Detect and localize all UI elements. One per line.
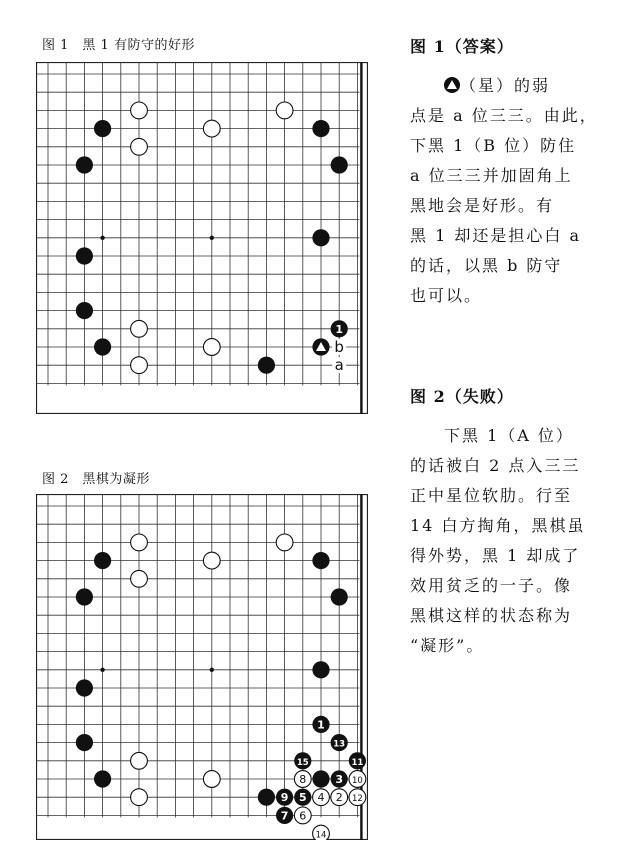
black-stone <box>94 338 111 355</box>
black-stone <box>76 679 93 696</box>
black-stone <box>94 552 111 569</box>
triangle-stone-icon <box>444 77 460 93</box>
stone-number: 15 <box>296 757 309 768</box>
stone-number: 5 <box>298 791 307 805</box>
white-stone <box>131 320 148 337</box>
star-point <box>100 668 104 672</box>
black-stone <box>76 156 93 173</box>
failure-heading: 图 2（失败） <box>410 387 514 406</box>
white-stone <box>131 534 148 551</box>
black-stone <box>258 357 275 374</box>
stone-number: 8 <box>299 773 307 786</box>
white-stone <box>131 570 148 587</box>
figure-1-title: 图 1 黑 1 有防守的好形 <box>42 38 195 53</box>
black-stone <box>312 229 329 246</box>
answer-line: 黑 1 却还是担心白 a <box>410 226 581 245</box>
white-stone <box>203 552 220 569</box>
answer-line: 也可以。 <box>410 286 483 305</box>
stone-number: 12 <box>351 794 363 805</box>
star-point <box>100 236 104 240</box>
white-stone <box>276 102 293 119</box>
answer-line: a 位三三并加固角上 <box>410 166 573 185</box>
white-stone <box>131 102 148 119</box>
figure-2-title: 图 2 黑棋为凝形 <box>42 472 150 487</box>
white-stone <box>131 789 148 806</box>
failure-line: “凝形”。 <box>410 636 485 655</box>
answer-line: 点是 a 位三三。由此， <box>410 106 598 125</box>
stone-number: 13 <box>333 739 346 750</box>
failure-line: 14 白方掏角，黑棋虽 <box>410 516 586 535</box>
black-stone <box>331 156 348 173</box>
white-stone <box>131 357 148 374</box>
black-stone <box>76 588 93 605</box>
answer-line: 下黑 1（B 位）防住 <box>410 136 577 155</box>
stone-number: 14 <box>315 830 327 840</box>
failure-line: 下黑 1（A 位） <box>444 426 574 445</box>
white-stone <box>131 752 148 769</box>
failure-line: 效用贫乏的一子。像 <box>410 576 573 595</box>
answer-heading: 图 1（答案） <box>410 37 514 56</box>
black-stone <box>76 734 93 751</box>
black-stone <box>94 770 111 787</box>
black-stone <box>312 552 329 569</box>
stone-number: 4 <box>317 791 325 805</box>
black-stone <box>312 120 329 137</box>
black-stone <box>76 302 93 319</box>
failure-paragraph <box>410 421 608 661</box>
black-stone <box>258 789 275 806</box>
answer-section <box>410 34 608 311</box>
failure-line: 得外势，黑 1 却成了 <box>410 546 581 565</box>
stone-number: 7 <box>280 809 289 823</box>
answer-line: 的话，以黑 b 防守 <box>410 256 563 275</box>
failure-line: 正中星位软肋。行至 <box>410 486 573 505</box>
white-stone <box>203 120 220 137</box>
white-stone <box>203 771 220 788</box>
failure-line: 黑棋这样的状态称为 <box>410 606 573 625</box>
black-stone <box>94 120 111 137</box>
star-point <box>210 236 214 240</box>
black-stone <box>331 588 348 605</box>
failure-line: 的话被白 2 点入三三 <box>410 456 581 475</box>
point-label: a <box>334 356 344 375</box>
white-stone <box>131 138 148 155</box>
black-stone <box>76 247 93 264</box>
point-label: b <box>334 338 344 356</box>
star-point <box>210 668 214 672</box>
stone-number: 2 <box>335 791 343 805</box>
stone-number: 11 <box>351 757 364 768</box>
stone-number: 10 <box>351 776 363 786</box>
go-board-figure-1 <box>36 62 368 414</box>
stone-number: 6 <box>299 809 307 823</box>
failure-section <box>410 384 608 661</box>
answer-line: 黑地会是好形。有 <box>410 196 555 215</box>
stone-number: 1 <box>335 322 344 336</box>
go-board-figure-2 <box>36 494 368 840</box>
white-stone <box>203 339 220 356</box>
black-stone <box>312 661 329 678</box>
black-stone <box>312 770 329 787</box>
stone-number: 3 <box>335 773 344 786</box>
answer-paragraph <box>410 71 608 311</box>
stone-number: 1 <box>317 718 325 732</box>
stone-number: 9 <box>280 791 289 805</box>
white-stone <box>276 534 293 551</box>
answer-line: （星）的弱 <box>410 71 608 101</box>
